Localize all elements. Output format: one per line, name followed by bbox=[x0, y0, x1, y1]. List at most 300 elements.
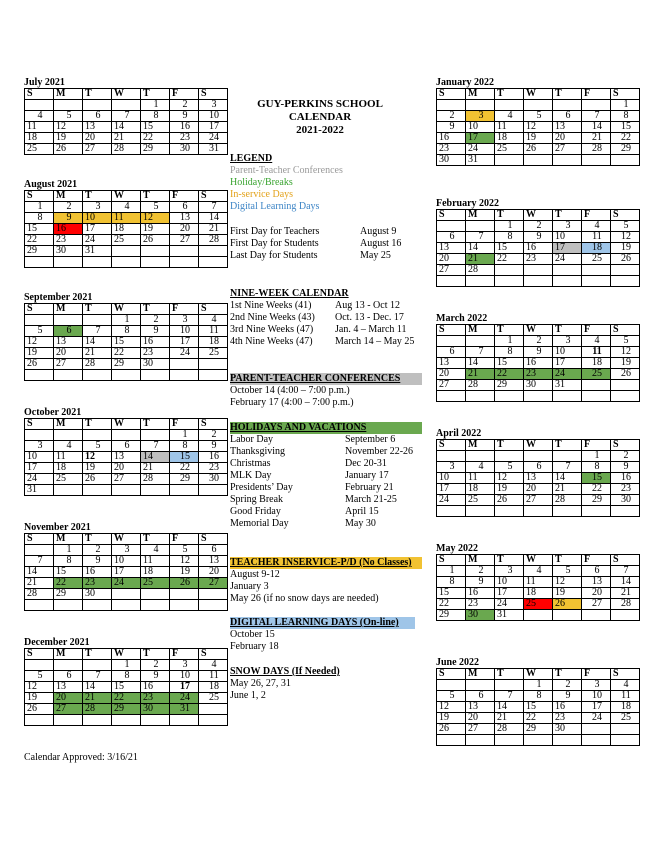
week-row bbox=[437, 566, 640, 577]
day-cell bbox=[170, 485, 199, 496]
day-cell: 21 bbox=[83, 693, 112, 704]
day-cell bbox=[437, 276, 466, 287]
day-cell: 21 bbox=[83, 348, 112, 359]
day-cell: 1 bbox=[170, 430, 199, 441]
day-cell: 15 bbox=[112, 682, 141, 693]
day-cell: 15 bbox=[112, 337, 141, 348]
day-cell bbox=[466, 100, 495, 111]
day-cell: 9 bbox=[524, 232, 553, 243]
day-cell: 9 bbox=[170, 111, 199, 122]
day-cell bbox=[466, 506, 495, 517]
day-cell: 25 bbox=[25, 144, 54, 155]
nine-week-range: March 14 – May 25 bbox=[335, 336, 415, 347]
day-cell: 1 bbox=[437, 566, 466, 577]
week-row bbox=[437, 122, 640, 133]
day-cell: 29 bbox=[437, 610, 466, 621]
week-row bbox=[25, 485, 228, 496]
week-row bbox=[437, 276, 640, 287]
key-date-row bbox=[230, 226, 430, 238]
day-cell: 22 bbox=[54, 578, 83, 589]
day-cell: 24 bbox=[495, 599, 524, 610]
day-cell: 2 bbox=[54, 202, 83, 213]
day-cell: 14 bbox=[141, 452, 170, 463]
day-cell: 25 bbox=[466, 495, 495, 506]
day-cell: 3 bbox=[582, 680, 611, 691]
day-cell: 12 bbox=[25, 337, 54, 348]
day-cell: 25 bbox=[582, 254, 611, 265]
weekday-cell: S bbox=[437, 325, 466, 336]
weekday-cell: F bbox=[170, 419, 199, 430]
holiday-label: Spring Break bbox=[230, 494, 284, 505]
week-row bbox=[437, 506, 640, 517]
day-cell: 14 bbox=[582, 122, 611, 133]
day-cell: 12 bbox=[553, 577, 582, 588]
day-cell: 27 bbox=[83, 144, 112, 155]
day-cell bbox=[83, 315, 112, 326]
weekday-cell: S bbox=[25, 89, 54, 100]
day-cell: 20 bbox=[582, 588, 611, 599]
day-cell bbox=[437, 451, 466, 462]
weekday-cell: S bbox=[611, 669, 640, 680]
weekday-cell: M bbox=[54, 304, 83, 315]
week-row bbox=[25, 567, 228, 578]
snow-line: May 26, 27, 31 bbox=[230, 678, 291, 689]
weekday-header bbox=[25, 191, 228, 202]
month-dec21 bbox=[24, 637, 228, 726]
day-cell: 14 bbox=[495, 702, 524, 713]
day-cell: 26 bbox=[25, 359, 54, 370]
day-cell: 27 bbox=[524, 495, 553, 506]
day-cell: 7 bbox=[582, 111, 611, 122]
holiday-label: Good Friday bbox=[230, 506, 281, 517]
day-cell: 7 bbox=[466, 347, 495, 358]
day-cell: 4 bbox=[199, 315, 228, 326]
day-cell: 7 bbox=[83, 326, 112, 337]
day-cell bbox=[466, 735, 495, 746]
weekday-cell: S bbox=[611, 555, 640, 566]
day-cell: 21 bbox=[112, 133, 141, 144]
week-row bbox=[25, 235, 228, 246]
day-cell bbox=[553, 276, 582, 287]
day-cell: 18 bbox=[582, 358, 611, 369]
day-cell: 22 bbox=[582, 484, 611, 495]
day-cell: 22 bbox=[112, 693, 141, 704]
week-row bbox=[25, 704, 228, 715]
nine-week-range: Jan. 4 – March 11 bbox=[335, 324, 407, 335]
inservice-title: TEACHER INSERVICE-P/D (No Classes) bbox=[230, 557, 422, 569]
day-cell: 13 bbox=[170, 213, 199, 224]
day-cell: 18 bbox=[611, 702, 640, 713]
day-cell: 28 bbox=[495, 724, 524, 735]
day-cell: 16 bbox=[54, 224, 83, 235]
day-cell: 9 bbox=[54, 213, 83, 224]
day-cell: 21 bbox=[611, 588, 640, 599]
day-cell: 23 bbox=[83, 578, 112, 589]
month-title: May 2022 bbox=[436, 543, 478, 554]
day-cell: 28 bbox=[199, 235, 228, 246]
day-cell: 17 bbox=[495, 588, 524, 599]
day-cell bbox=[199, 715, 228, 726]
digital-line: October 15 bbox=[230, 629, 275, 640]
day-cell: 29 bbox=[495, 380, 524, 391]
day-cell: 5 bbox=[25, 326, 54, 337]
day-cell bbox=[141, 485, 170, 496]
nine-week-row bbox=[230, 324, 430, 336]
inservice-line: January 3 bbox=[230, 581, 269, 592]
weekday-cell: T bbox=[553, 555, 582, 566]
day-cell bbox=[466, 391, 495, 402]
day-cell: 1 bbox=[112, 315, 141, 326]
day-cell: 26 bbox=[495, 495, 524, 506]
day-cell bbox=[83, 370, 112, 381]
day-cell: 11 bbox=[141, 556, 170, 567]
day-cell: 24 bbox=[466, 144, 495, 155]
weekday-cell: M bbox=[466, 440, 495, 451]
day-cell: 25 bbox=[524, 599, 553, 610]
week-row bbox=[25, 348, 228, 359]
week-row bbox=[25, 693, 228, 704]
weekday-cell: T bbox=[495, 210, 524, 221]
day-cell bbox=[54, 100, 83, 111]
day-cell: 12 bbox=[170, 556, 199, 567]
week-row bbox=[25, 660, 228, 671]
day-cell bbox=[141, 370, 170, 381]
month-grid bbox=[24, 648, 228, 726]
day-cell: 21 bbox=[582, 133, 611, 144]
day-cell: 17 bbox=[170, 682, 199, 693]
day-cell: 6 bbox=[54, 671, 83, 682]
digital-line: February 18 bbox=[230, 641, 279, 652]
key-date-label: First Day for Students bbox=[230, 238, 319, 249]
day-cell: 9 bbox=[524, 347, 553, 358]
key-date-row bbox=[230, 238, 430, 250]
day-cell: 31 bbox=[553, 380, 582, 391]
day-cell: 2 bbox=[170, 100, 199, 111]
week-row bbox=[437, 243, 640, 254]
month-mar22 bbox=[436, 313, 640, 402]
holiday-row bbox=[230, 458, 430, 470]
day-cell bbox=[524, 265, 553, 276]
day-cell: 9 bbox=[199, 441, 228, 452]
weekday-cell: S bbox=[25, 534, 54, 545]
day-cell: 4 bbox=[54, 441, 83, 452]
weekday-cell: F bbox=[582, 669, 611, 680]
week-row bbox=[437, 691, 640, 702]
day-cell: 24 bbox=[170, 693, 199, 704]
day-cell: 30 bbox=[170, 144, 199, 155]
holiday-label: Presidents’ Day bbox=[230, 482, 293, 493]
day-cell: 1 bbox=[141, 100, 170, 111]
day-cell: 9 bbox=[141, 671, 170, 682]
day-cell: 28 bbox=[83, 704, 112, 715]
day-cell bbox=[553, 506, 582, 517]
week-row bbox=[25, 246, 228, 257]
holiday-row bbox=[230, 434, 430, 446]
day-cell: 22 bbox=[170, 463, 199, 474]
day-cell: 27 bbox=[553, 144, 582, 155]
week-row bbox=[25, 370, 228, 381]
day-cell: 5 bbox=[553, 566, 582, 577]
legend-item-ptc: Parent-Teacher Conferences bbox=[230, 165, 343, 176]
weekday-cell: T bbox=[553, 669, 582, 680]
day-cell: 1 bbox=[524, 680, 553, 691]
day-cell bbox=[611, 155, 640, 166]
day-cell: 20 bbox=[199, 567, 228, 578]
weekday-cell: F bbox=[582, 325, 611, 336]
month-grid bbox=[436, 209, 640, 287]
weekday-cell: W bbox=[112, 419, 141, 430]
day-cell bbox=[112, 246, 141, 257]
weekday-cell: T bbox=[495, 89, 524, 100]
day-cell bbox=[495, 506, 524, 517]
day-cell: 15 bbox=[170, 452, 199, 463]
day-cell bbox=[437, 336, 466, 347]
day-cell: 18 bbox=[54, 463, 83, 474]
day-cell bbox=[524, 735, 553, 746]
nine-week-range: Oct. 13 - Dec. 17 bbox=[335, 312, 404, 323]
day-cell: 6 bbox=[524, 462, 553, 473]
day-cell: 15 bbox=[25, 224, 54, 235]
day-cell bbox=[54, 430, 83, 441]
day-cell: 26 bbox=[553, 599, 582, 610]
weekday-cell: M bbox=[466, 325, 495, 336]
weekday-cell: T bbox=[495, 669, 524, 680]
weekday-header bbox=[25, 419, 228, 430]
day-cell: 17 bbox=[25, 463, 54, 474]
day-cell: 8 bbox=[495, 232, 524, 243]
day-cell: 22 bbox=[611, 133, 640, 144]
day-cell: 28 bbox=[553, 495, 582, 506]
day-cell bbox=[611, 265, 640, 276]
day-cell: 19 bbox=[25, 693, 54, 704]
week-row bbox=[25, 122, 228, 133]
day-cell: 13 bbox=[54, 682, 83, 693]
ptc-line: October 14 (4:00 – 7:00 p.m.) bbox=[230, 385, 350, 396]
weekday-cell: M bbox=[466, 210, 495, 221]
day-cell: 14 bbox=[466, 358, 495, 369]
day-cell bbox=[495, 451, 524, 462]
day-cell bbox=[466, 336, 495, 347]
day-cell: 17 bbox=[437, 484, 466, 495]
day-cell: 31 bbox=[83, 246, 112, 257]
day-cell: 29 bbox=[54, 589, 83, 600]
day-cell: 25 bbox=[199, 348, 228, 359]
day-cell bbox=[582, 724, 611, 735]
day-cell: 13 bbox=[54, 337, 83, 348]
weekday-cell: T bbox=[495, 325, 524, 336]
week-row bbox=[25, 452, 228, 463]
week-row bbox=[25, 213, 228, 224]
month-grid bbox=[24, 533, 228, 611]
week-row bbox=[25, 545, 228, 556]
day-cell bbox=[112, 600, 141, 611]
day-cell: 6 bbox=[199, 545, 228, 556]
day-cell bbox=[25, 257, 54, 268]
day-cell: 17 bbox=[466, 133, 495, 144]
day-cell: 1 bbox=[611, 100, 640, 111]
day-cell: 11 bbox=[199, 671, 228, 682]
day-cell: 2 bbox=[437, 111, 466, 122]
day-cell: 10 bbox=[582, 691, 611, 702]
day-cell: 19 bbox=[611, 358, 640, 369]
day-cell bbox=[54, 600, 83, 611]
day-cell: 6 bbox=[582, 566, 611, 577]
weekday-cell: T bbox=[141, 304, 170, 315]
day-cell: 7 bbox=[141, 441, 170, 452]
day-cell: 3 bbox=[199, 100, 228, 111]
month-title: April 2022 bbox=[436, 428, 482, 439]
day-cell bbox=[170, 246, 199, 257]
nine-week-title: NINE-WEEK CALENDAR bbox=[230, 288, 349, 299]
day-cell bbox=[582, 506, 611, 517]
day-cell: 11 bbox=[199, 326, 228, 337]
day-cell: 17 bbox=[582, 702, 611, 713]
day-cell bbox=[466, 451, 495, 462]
day-cell: 27 bbox=[199, 578, 228, 589]
week-row bbox=[437, 155, 640, 166]
day-cell bbox=[83, 715, 112, 726]
day-cell: 2 bbox=[611, 451, 640, 462]
day-cell: 18 bbox=[199, 682, 228, 693]
month-oct21 bbox=[24, 407, 228, 496]
day-cell: 11 bbox=[611, 691, 640, 702]
day-cell: 25 bbox=[141, 578, 170, 589]
day-cell: 16 bbox=[553, 702, 582, 713]
month-grid bbox=[24, 303, 228, 381]
weekday-header bbox=[437, 555, 640, 566]
day-cell bbox=[54, 660, 83, 671]
day-cell: 16 bbox=[524, 358, 553, 369]
day-cell: 4 bbox=[466, 462, 495, 473]
day-cell bbox=[611, 380, 640, 391]
month-grid bbox=[436, 554, 640, 621]
day-cell: 17 bbox=[199, 122, 228, 133]
day-cell: 4 bbox=[112, 202, 141, 213]
week-row bbox=[437, 610, 640, 621]
day-cell: 4 bbox=[25, 111, 54, 122]
week-row bbox=[25, 257, 228, 268]
day-cell: 7 bbox=[553, 462, 582, 473]
month-grid bbox=[436, 439, 640, 517]
day-cell: 18 bbox=[112, 224, 141, 235]
day-cell bbox=[83, 600, 112, 611]
day-cell: 26 bbox=[54, 144, 83, 155]
day-cell bbox=[25, 370, 54, 381]
day-cell: 20 bbox=[466, 713, 495, 724]
day-cell: 14 bbox=[25, 567, 54, 578]
day-cell: 23 bbox=[141, 348, 170, 359]
weekday-cell: S bbox=[25, 191, 54, 202]
day-cell: 21 bbox=[466, 369, 495, 380]
weekday-cell: T bbox=[553, 440, 582, 451]
day-cell: 20 bbox=[437, 254, 466, 265]
holidays-section bbox=[230, 422, 430, 530]
day-cell bbox=[112, 430, 141, 441]
day-cell: 12 bbox=[611, 347, 640, 358]
day-cell: 16 bbox=[466, 588, 495, 599]
day-cell: 19 bbox=[611, 243, 640, 254]
day-cell bbox=[25, 545, 54, 556]
day-cell: 10 bbox=[112, 556, 141, 567]
day-cell: 24 bbox=[112, 578, 141, 589]
day-cell bbox=[199, 246, 228, 257]
day-cell: 29 bbox=[112, 704, 141, 715]
day-cell: 15 bbox=[54, 567, 83, 578]
day-cell: 4 bbox=[582, 336, 611, 347]
weekday-cell: T bbox=[495, 440, 524, 451]
day-cell bbox=[582, 610, 611, 621]
day-cell bbox=[553, 155, 582, 166]
month-grid bbox=[436, 324, 640, 402]
day-cell: 13 bbox=[437, 358, 466, 369]
key-date-row bbox=[230, 250, 430, 262]
weekday-cell: F bbox=[170, 304, 199, 315]
day-cell bbox=[495, 155, 524, 166]
legend-item-holiday: Holiday/Breaks bbox=[230, 177, 293, 188]
holiday-row bbox=[230, 518, 430, 530]
day-cell bbox=[25, 315, 54, 326]
weekday-cell: M bbox=[54, 419, 83, 430]
day-cell: 12 bbox=[495, 473, 524, 484]
week-row bbox=[437, 451, 640, 462]
day-cell: 19 bbox=[553, 588, 582, 599]
day-cell: 8 bbox=[112, 326, 141, 337]
day-cell: 27 bbox=[437, 265, 466, 276]
week-row bbox=[437, 735, 640, 746]
day-cell: 30 bbox=[141, 359, 170, 370]
day-cell: 9 bbox=[141, 326, 170, 337]
weekday-cell: T bbox=[141, 534, 170, 545]
weekday-cell: W bbox=[112, 89, 141, 100]
day-cell: 10 bbox=[553, 347, 582, 358]
day-cell: 2 bbox=[141, 660, 170, 671]
day-cell bbox=[553, 265, 582, 276]
day-cell: 2 bbox=[524, 221, 553, 232]
weekday-header bbox=[437, 440, 640, 451]
day-cell: 10 bbox=[25, 452, 54, 463]
day-cell bbox=[611, 506, 640, 517]
weekday-cell: S bbox=[25, 304, 54, 315]
day-cell bbox=[199, 359, 228, 370]
day-cell: 8 bbox=[141, 111, 170, 122]
day-cell: 21 bbox=[495, 713, 524, 724]
key-date-value: August 16 bbox=[360, 238, 402, 249]
day-cell bbox=[25, 430, 54, 441]
week-row bbox=[25, 430, 228, 441]
month-jan22 bbox=[436, 77, 640, 166]
month-title: October 2021 bbox=[24, 407, 82, 418]
day-cell: 3 bbox=[437, 462, 466, 473]
day-cell: 8 bbox=[112, 671, 141, 682]
month-title: January 2022 bbox=[436, 77, 495, 88]
day-cell: 6 bbox=[437, 347, 466, 358]
day-cell bbox=[25, 715, 54, 726]
day-cell: 12 bbox=[83, 452, 112, 463]
inservice-section bbox=[230, 557, 430, 605]
week-row bbox=[25, 682, 228, 693]
day-cell: 17 bbox=[170, 337, 199, 348]
day-cell: 23 bbox=[524, 369, 553, 380]
day-cell bbox=[54, 485, 83, 496]
day-cell: 19 bbox=[25, 348, 54, 359]
day-cell: 23 bbox=[437, 144, 466, 155]
day-cell bbox=[54, 715, 83, 726]
day-cell: 25 bbox=[54, 474, 83, 485]
inservice-line: August 9-12 bbox=[230, 569, 280, 580]
day-cell: 23 bbox=[54, 235, 83, 246]
day-cell: 5 bbox=[25, 671, 54, 682]
day-cell: 10 bbox=[170, 671, 199, 682]
